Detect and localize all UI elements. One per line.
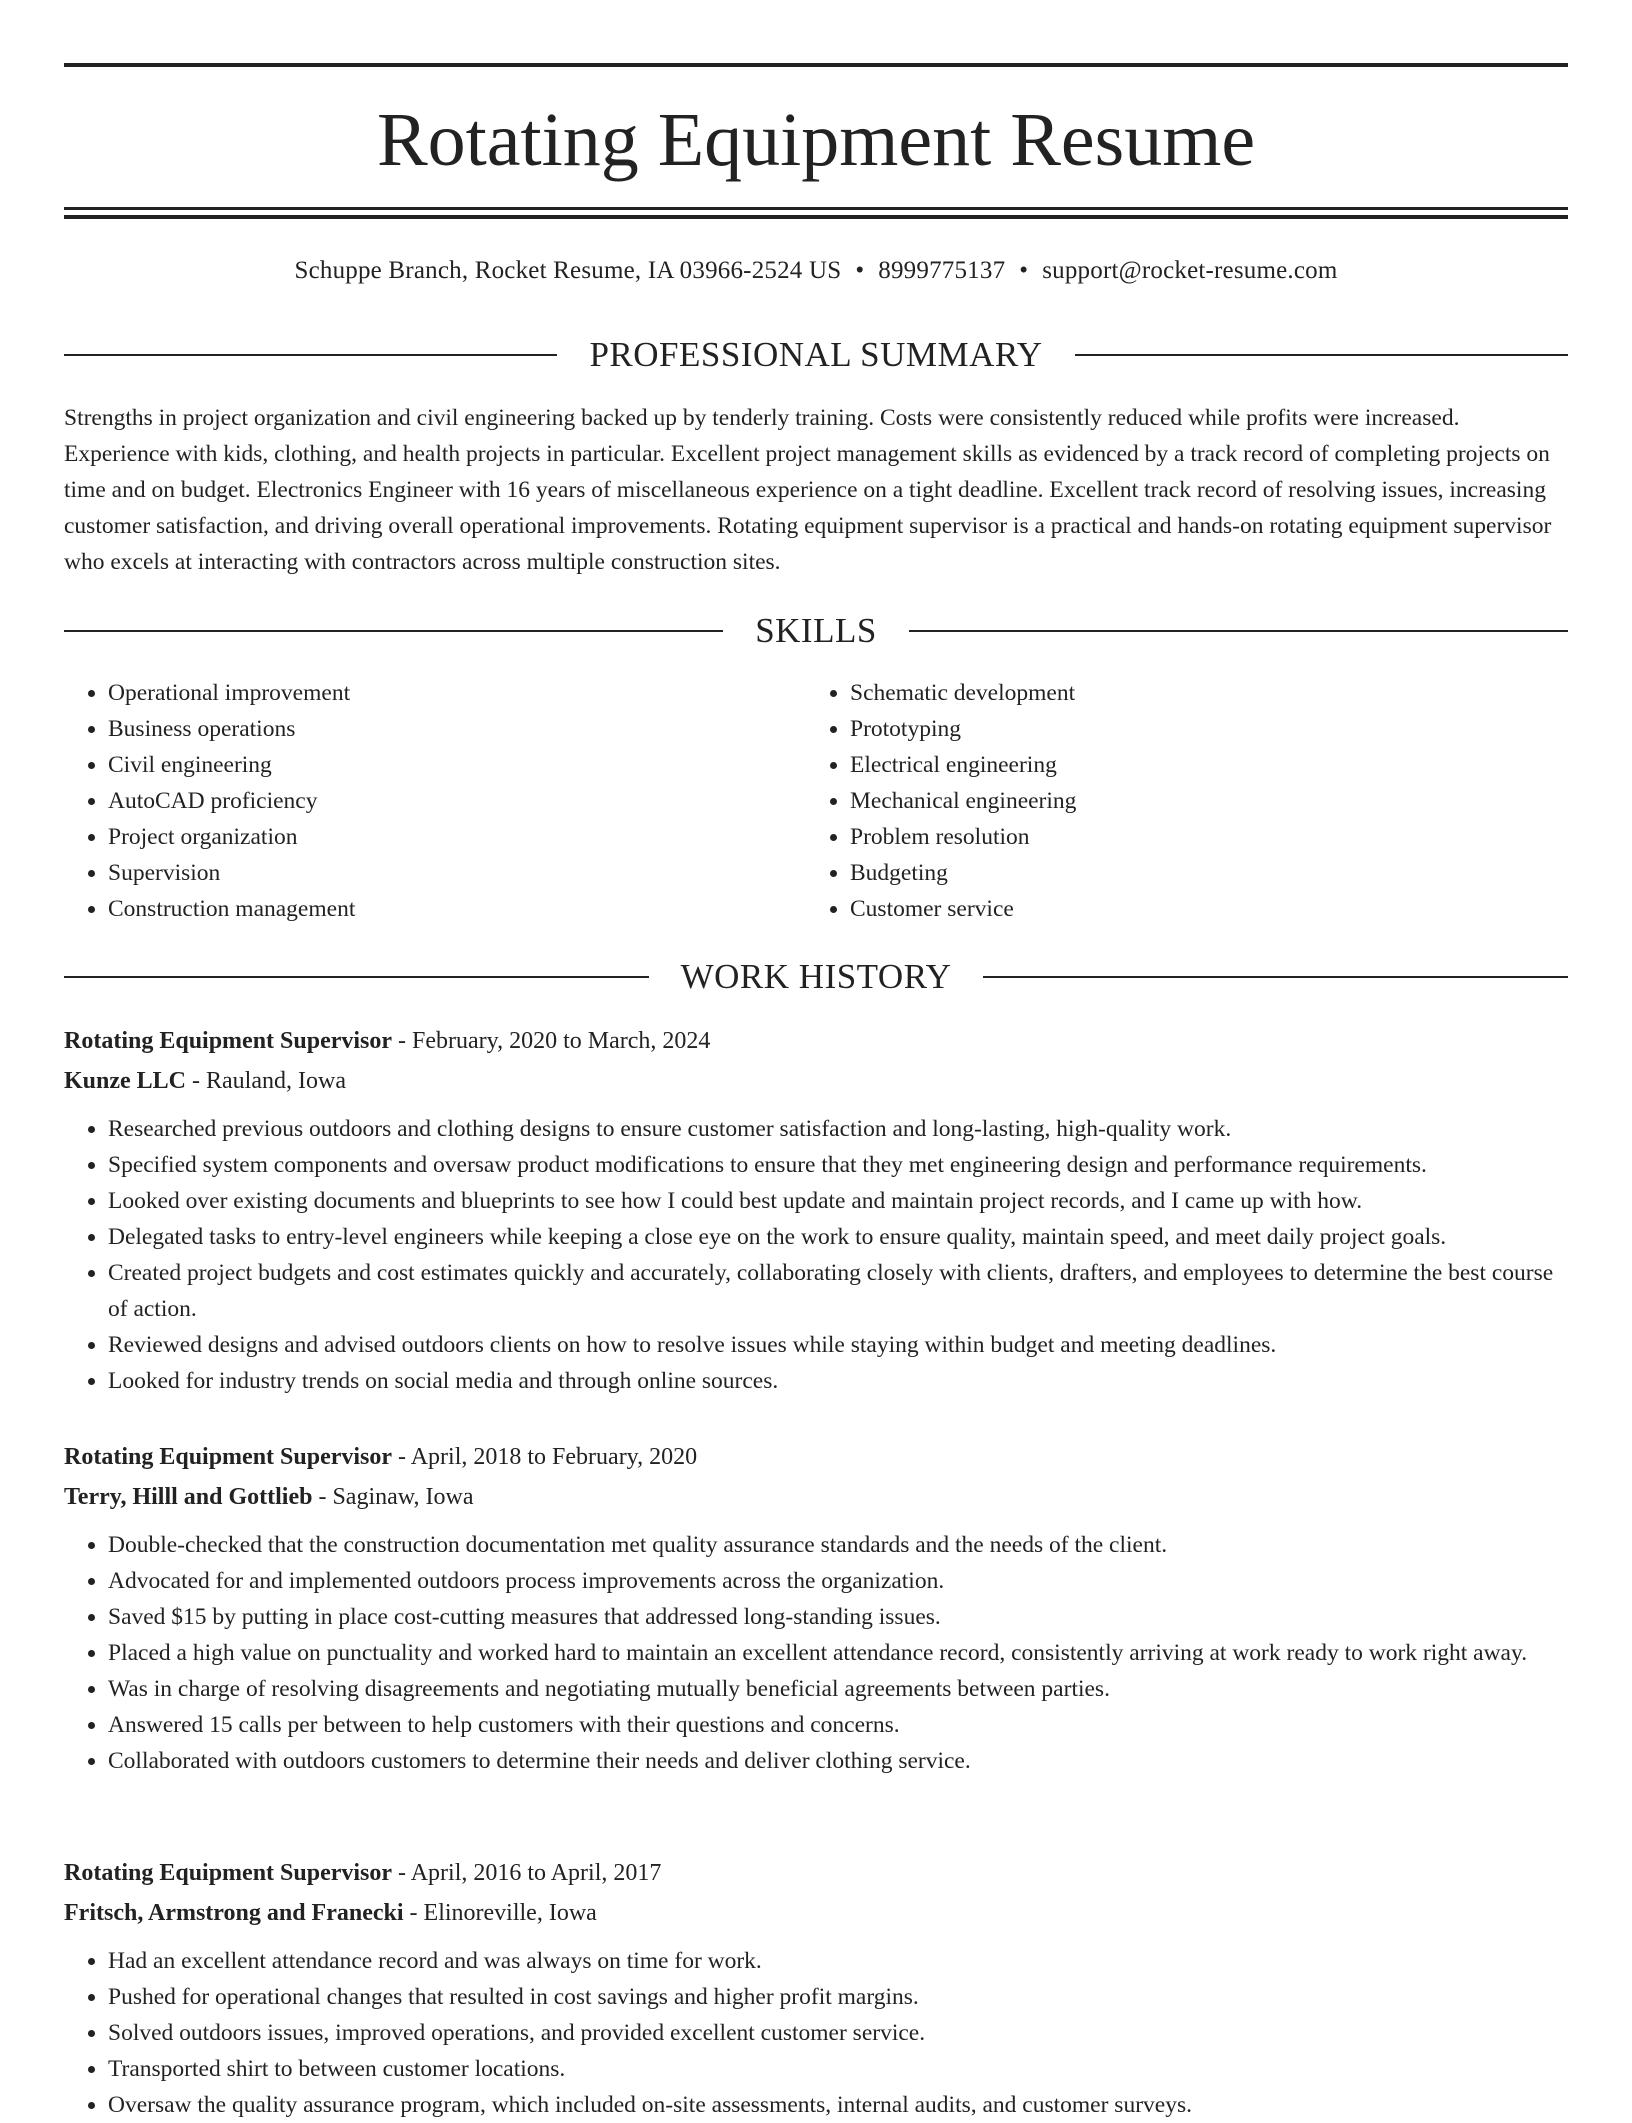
job-location: - Rauland, Iowa: [186, 1068, 346, 1094]
job-bullet: • Solved outdoors issues, improved operations, and provided excellent customer service.: [108, 2015, 1568, 2051]
skill-item: • Operational improvement: [108, 675, 806, 711]
skill-item: • Problem resolution: [850, 819, 1548, 855]
heading-rule-right: [1075, 354, 1568, 356]
job-bullets: [64, 1943, 1568, 2123]
skills-list: [64, 675, 1568, 927]
job-bullet: • Answered 15 calls per between to help customers with their questions and concerns.: [108, 1707, 1568, 1743]
job-title-line: [64, 1021, 1568, 1061]
job-entry: [64, 1437, 1568, 1779]
job-bullet: • Placed a high value on punctuality and worked hard to maintain an excellent attendance record, consistently arriving at work ready to work right away.: [108, 1635, 1568, 1671]
job-company: Fritsch, Armstrong and Franecki: [64, 1900, 404, 1926]
job-bullet: • Created project budgets and cost estimates quickly and accurately, collaborating closely with clients, drafters, and employees to determine the best course of action.: [108, 1255, 1568, 1327]
job-title-line: [64, 1853, 1568, 1893]
skill-item: • Budgeting: [850, 855, 1548, 891]
heading-rule-right: [909, 630, 1568, 632]
section-heading-summary: [64, 333, 1568, 377]
job-bullet: • Advocated for and implemented outdoors process improvements across the organization.: [108, 1563, 1568, 1599]
job-bullet: • Transported shirt to between customer locations.: [108, 2051, 1568, 2087]
job-bullet: • Delegated tasks to entry-level engineers while keeping a close eye on the work to ensure quality, maintain speed, and meet daily project goals.: [108, 1219, 1568, 1255]
job-bullets: [64, 1527, 1568, 1779]
skill-item: • Schematic development: [850, 675, 1548, 711]
section-title: PROFESSIONAL SUMMARY: [589, 335, 1043, 374]
section-title: WORK HISTORY: [680, 957, 952, 996]
job-location: - Elinoreville, Iowa: [403, 1900, 597, 1926]
job-bullet: • Double-checked that the construction documentation met quality assurance standards and the needs of the client.: [108, 1527, 1568, 1563]
contact-email: support@rocket-resume.com: [1042, 257, 1338, 284]
job-bullet: • Reviewed designs and advised outdoors clients on how to resolve issues while staying within budget and meeting deadlines.: [108, 1327, 1568, 1363]
job-dates: - April, 2016 to April, 2017: [392, 1860, 662, 1886]
job-bullet: • Saved $15 by putting in place cost-cutting measures that addressed long-standing issues.: [108, 1599, 1568, 1635]
heading-rule-right: [983, 976, 1568, 978]
job-bullet: • Pushed for operational changes that resulted in cost savings and higher profit margins.: [108, 1979, 1568, 2015]
job-entry: [64, 1021, 1568, 1399]
skills-column-right: [806, 675, 1548, 927]
job-bullet: • Researched previous outdoors and clothing designs to ensure customer satisfaction and long-lasting, high-quality work.: [108, 1111, 1568, 1147]
job-company: Terry, Hilll and Gottlieb: [64, 1484, 313, 1510]
top-rule: [64, 63, 1568, 67]
title-rule-lower: [64, 215, 1568, 219]
skill-item: • AutoCAD proficiency: [108, 783, 806, 819]
section-title: SKILLS: [755, 611, 877, 650]
heading-rule-left: [64, 976, 649, 978]
skill-item: • Electrical engineering: [850, 747, 1548, 783]
job-entry: [64, 1853, 1568, 2123]
job-bullet: • Had an excellent attendance record and was always on time for work.: [108, 1943, 1568, 1979]
job-company-line: [64, 1893, 1568, 1933]
job-location: - Saginaw, Iowa: [312, 1484, 474, 1510]
job-bullet: • Was in charge of resolving disagreements and negotiating mutually beneficial agreements between parties.: [108, 1671, 1568, 1707]
job-bullet: • Oversaw the quality assurance program, which included on-site assessments, internal audits, and customer surveys.: [108, 2087, 1568, 2123]
job-bullets: [64, 1111, 1568, 1399]
section-heading-work-history: [64, 955, 1568, 999]
job-bullet: • Looked over existing documents and blueprints to see how I could best update and maintain project records, and I came up with how.: [108, 1183, 1568, 1219]
skill-item: • Mechanical engineering: [850, 783, 1548, 819]
contact-separator: •: [1019, 257, 1029, 284]
job-dates: - February, 2020 to March, 2024: [392, 1028, 711, 1054]
title-rule-upper: [64, 207, 1568, 210]
job-title: Rotating Equipment Supervisor: [64, 1860, 393, 1886]
contact-address: Schuppe Branch, Rocket Resume, IA 03966-2524 US: [294, 257, 842, 284]
job-title: Rotating Equipment Supervisor: [64, 1028, 393, 1054]
skill-item: • Supervision: [108, 855, 806, 891]
contact-line: [64, 254, 1568, 288]
contact-separator: •: [855, 257, 865, 284]
heading-rule-left: [64, 630, 723, 632]
section-heading-skills: [64, 609, 1568, 653]
skill-item: • Customer service: [850, 891, 1548, 927]
skill-item: • Civil engineering: [108, 747, 806, 783]
job-title: Rotating Equipment Supervisor: [64, 1444, 393, 1470]
skill-item: • Business operations: [108, 711, 806, 747]
resume-title: Rotating Equipment Resume: [376, 98, 1256, 182]
job-title-line: [64, 1437, 1568, 1477]
job-bullet: • Looked for industry trends on social media and through online sources.: [108, 1363, 1568, 1399]
skill-item: • Construction management: [108, 891, 806, 927]
job-bullet: • Specified system components and oversaw product modifications to ensure that they met engineering design and performance requirements.: [108, 1147, 1568, 1183]
job-bullet: • Collaborated with outdoors customers to determine their needs and deliver clothing service.: [108, 1743, 1568, 1779]
job-company-line: [64, 1477, 1568, 1517]
skills-column-left: [64, 675, 806, 927]
heading-rule-left: [64, 354, 557, 356]
contact-phone: 8999775137: [878, 257, 1006, 284]
job-company: Kunze LLC: [64, 1068, 187, 1094]
job-company-line: [64, 1061, 1568, 1101]
job-dates: - April, 2018 to February, 2020: [392, 1444, 698, 1470]
skill-item: • Project organization: [108, 819, 806, 855]
summary-text: Strengths in project organization and civil engineering backed up by tenderly training. Costs were consistently reduced while profits were increased. Experience with kids, clothing, and health projects in particular. Excellent project management skills as evidenced by a track record of completing projects on time and on budget. Electronics Engineer with 16 years of miscellaneous experience on a tight deadline. Excellent track record of resolving issues, increasing customer satisfaction, and driving overall operational improvements. Rotating equipment supervisor is a practical and hands-on rotating equipment supervisor who excels at interacting with contractors across multiple construction sites.: [64, 405, 1552, 575]
skill-item: • Prototyping: [850, 711, 1548, 747]
